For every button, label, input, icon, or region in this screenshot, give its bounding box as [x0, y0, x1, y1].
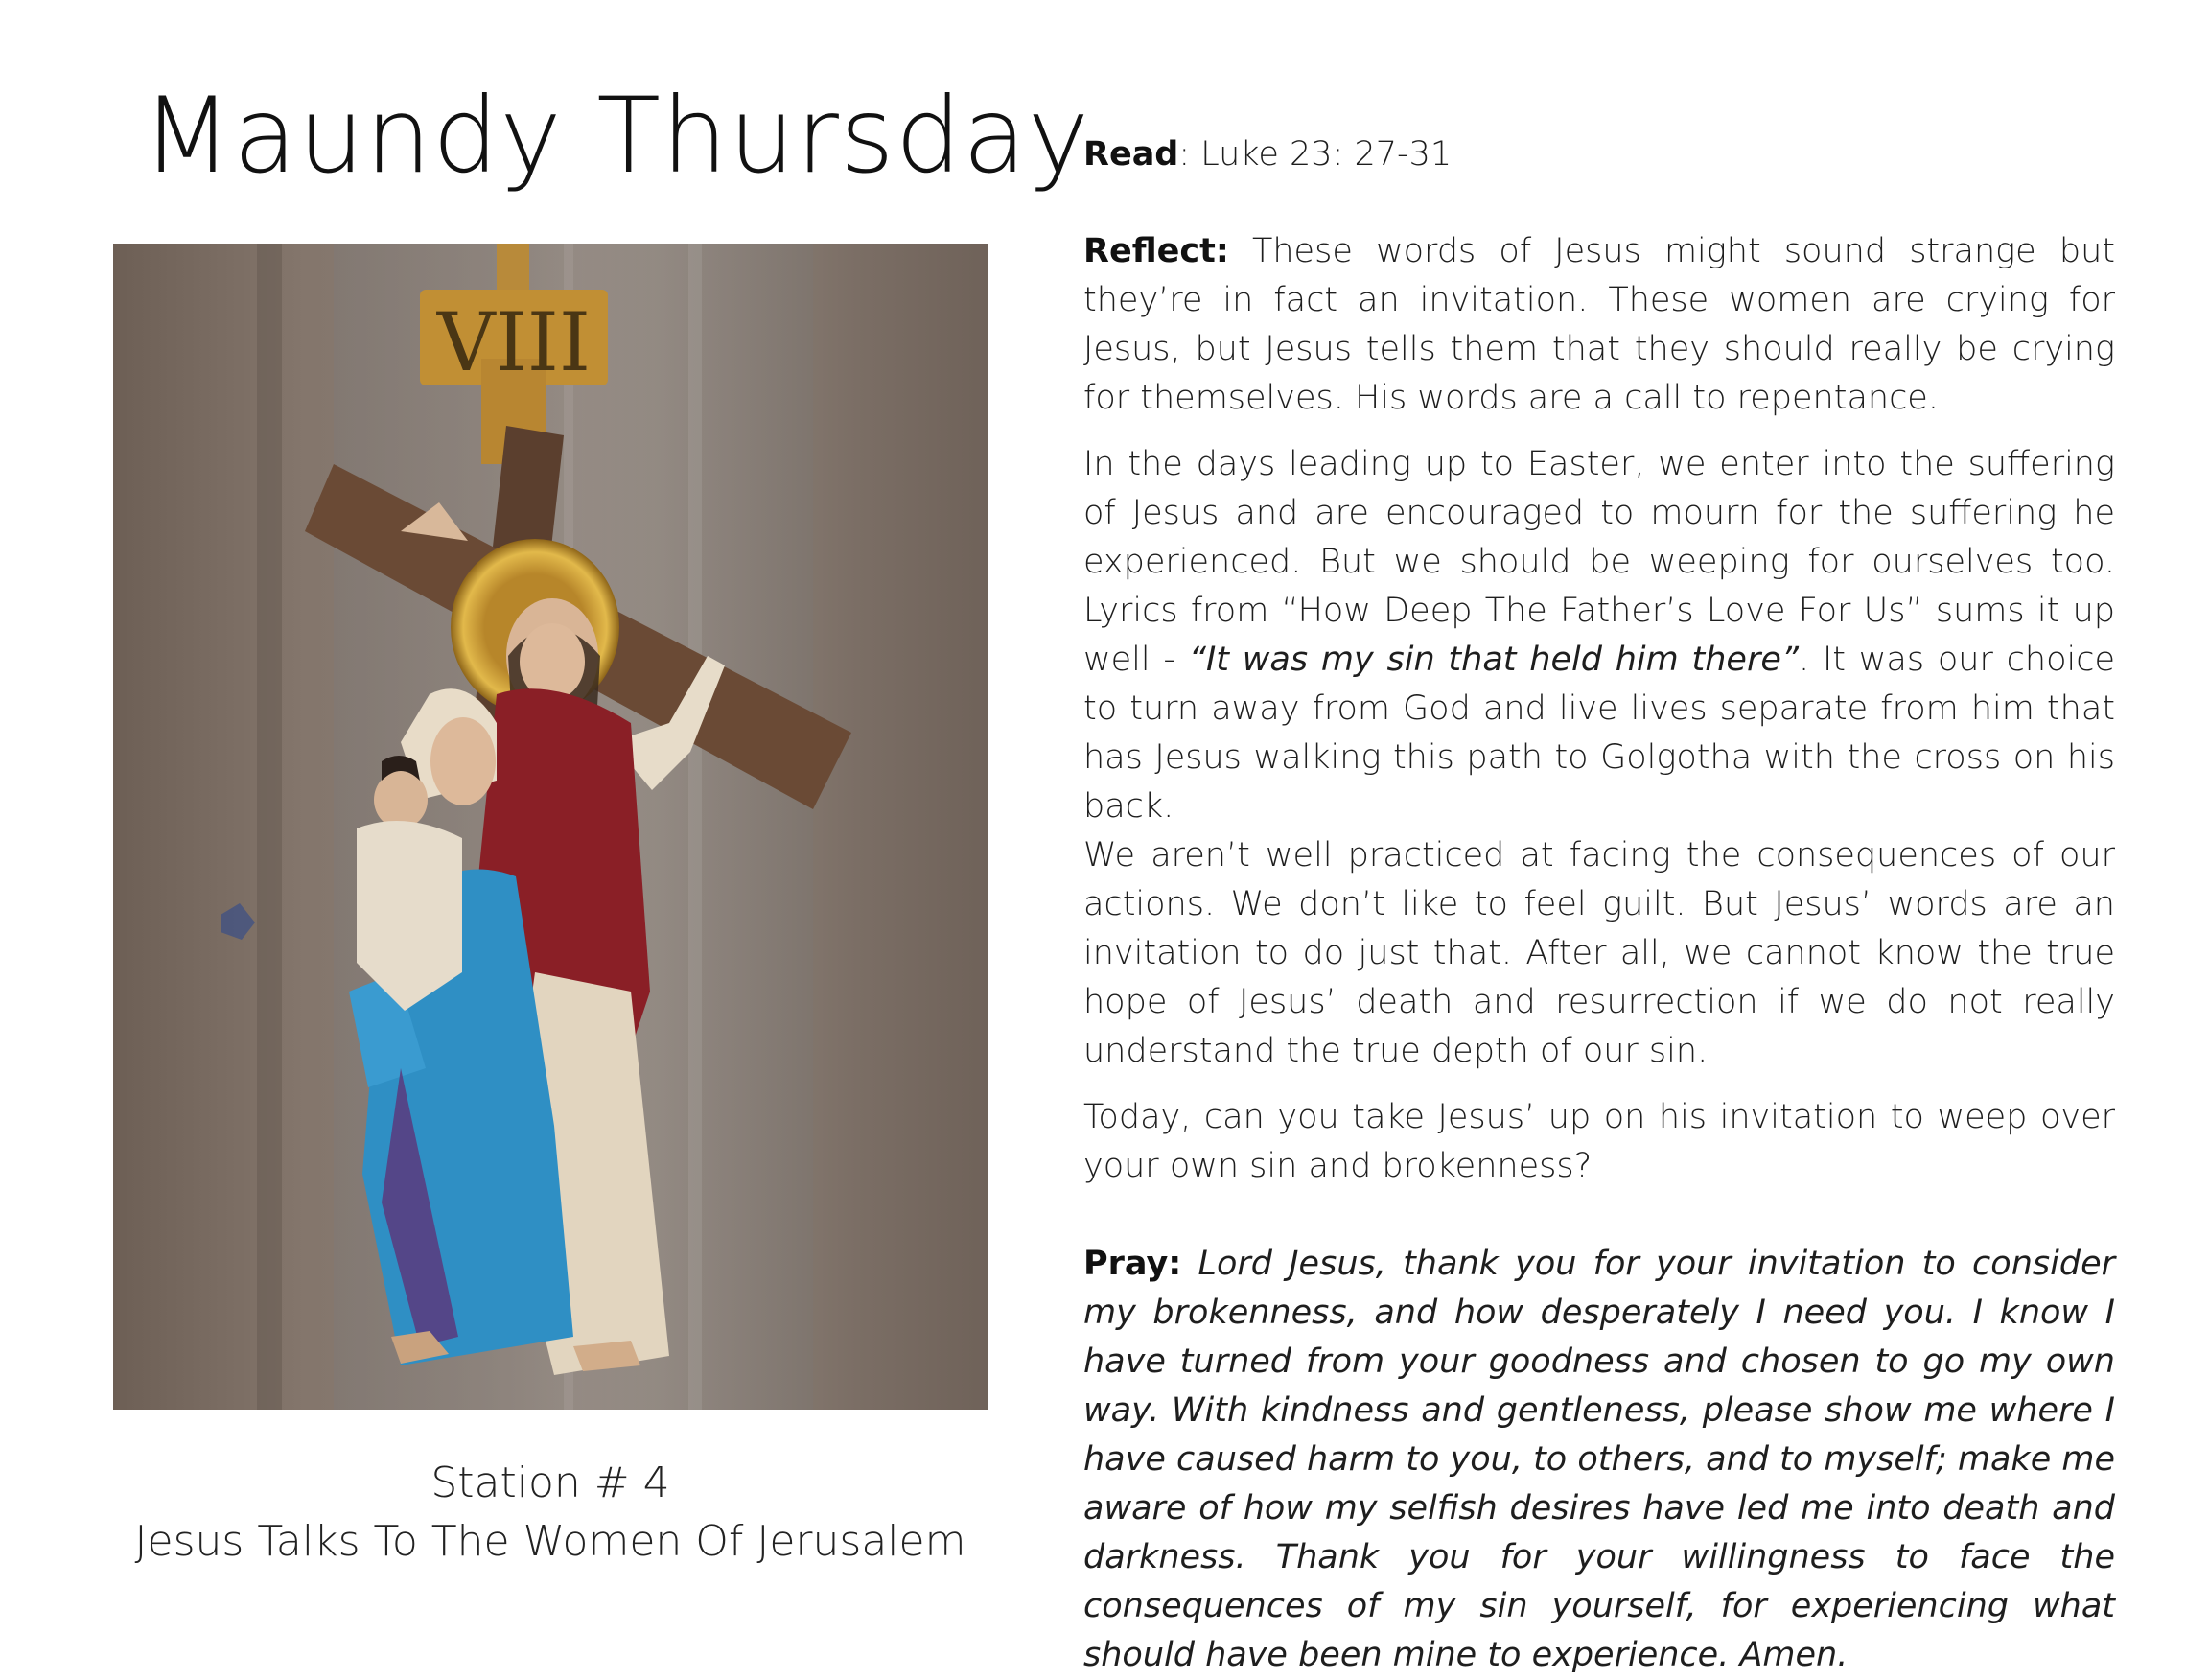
read-label: Read: [1083, 135, 1179, 174]
hymn-quote: “It was my sin that held him there”: [1188, 641, 1800, 679]
devotional-text: [1083, 130, 2115, 1680]
pray-paragraph: [1083, 1240, 2115, 1680]
paragraph-easter-text: In the days leading up to Easter, we enter into the suffering of Jesus and are encouraged to mourn for the suffering he experienced. But we should be weeping for ourselves too. Lyrics from “How Deep The Father’s Love For Us” sums it up well -: [1083, 445, 2115, 679]
reflect-paragraph: [1083, 227, 2115, 423]
pray-label: Pray:: [1083, 1245, 1182, 1283]
photo-caption: [113, 1454, 988, 1571]
paragraph-easter-end: . It was our choice to turn away from God and live lives separate from him that has Jesus walking this path to Golgotha with the cross on his back.: [1083, 641, 2115, 826]
station-sculpture-image: [113, 244, 988, 1410]
roman-numeral: VIII: [436, 295, 592, 389]
station-name: Jesus Talks To The Women Of Jerusalem: [134, 1517, 966, 1566]
read-reference: : Luke 23: 27-31: [1178, 135, 1453, 174]
station-photo: [113, 244, 988, 1410]
station-number: Station # 4: [430, 1458, 670, 1507]
paragraph-question: Today, can you take Jesus’ up on his invitation to weep over your own sin and brokenness?: [1083, 1098, 2115, 1185]
paragraph-consequences: We aren’t well practiced at facing the consequences of our actions. We don’t like to feel guilt. But Jesus’ words are an invitation to do just that. After all, we cannot know the true hope of Jesus’ death and resurrection if we do not really understand the true depth of our sin.: [1083, 836, 2115, 1070]
woman-face: [430, 717, 496, 805]
page-title: Maundy Thursday: [142, 75, 1091, 197]
reflect-label: Reflect:: [1083, 232, 1229, 270]
paragraph-easter: [1083, 440, 2115, 831]
reflect-text: These words of Jesus might sound strange but they’re in fact an invitation. These women are crying for Jesus, but Jesus tells them that they should really be crying for themselves. His words are a call to repentance.: [1083, 232, 2115, 417]
prayer-text: Lord Jesus, thank you for your invitation to consider my brokenness, and how desperately I need you. I know I have turned from your goodness and chosen to go my own way. With kindness and gentleness, please show me where I have caused harm to you, to others, and to myself; make me aware of how my selfish desires have led me into death and darkness. Thank you for your willingness to face the consequences of my sin yourself, for experiencing what should have been mine to experience. Amen.: [1083, 1245, 2115, 1674]
read-line: [1083, 130, 2115, 179]
